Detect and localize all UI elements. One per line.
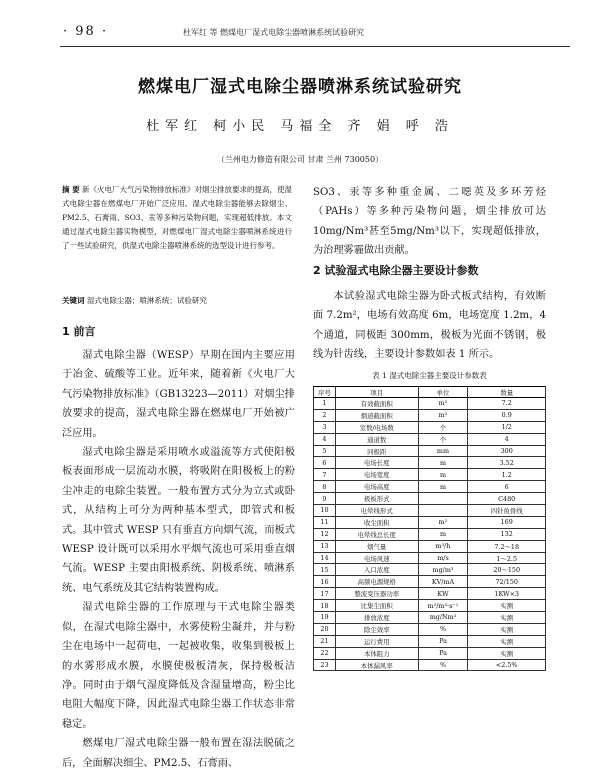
table-cell: % [418, 623, 468, 635]
table-cell: 169 [468, 516, 546, 528]
table-row [314, 469, 546, 481]
table-row [314, 505, 546, 517]
keywords [62, 294, 292, 308]
table-cell: 21 [314, 635, 336, 647]
table-cell: 同极距 [335, 445, 418, 457]
keywords-label: 关键词 [62, 296, 85, 305]
table-cell: 1～2.5 [468, 552, 546, 564]
table-cell: 实测 [468, 600, 546, 612]
table-cell: 烟道截面积 [335, 409, 418, 421]
table-cell: 本体阻力 [335, 647, 418, 659]
table-cell: 排放浓度 [335, 612, 418, 624]
table-cell: C480 [468, 493, 546, 505]
table-cell: 个 [418, 433, 468, 445]
table-cell: 1/2 [468, 421, 546, 433]
table-cell: 实测 [468, 612, 546, 624]
table-cell: 20～150 [468, 564, 546, 576]
table-cell: m² [418, 409, 468, 421]
table-cell: 2 [314, 409, 336, 421]
table-cell: 通道数 [335, 433, 418, 445]
table-row [314, 528, 546, 540]
table-cell [418, 493, 468, 505]
table-cell: m [418, 469, 468, 481]
table-row [314, 552, 546, 564]
table-cell: 收尘面积 [335, 516, 418, 528]
table-row [314, 540, 546, 552]
table-cell: Pa [418, 647, 468, 659]
table-cell: 烟气量 [335, 540, 418, 552]
table-row [314, 576, 546, 588]
table-cell: 11 [314, 516, 336, 528]
table-cell: 整流变压器功率 [335, 588, 418, 600]
table-cell [418, 505, 468, 517]
table-row [314, 564, 546, 576]
table-cell: 3.52 [468, 457, 546, 469]
table-cell: m [418, 528, 468, 540]
table-cell: 极板形式 [335, 493, 418, 505]
table-cell: m [418, 481, 468, 493]
table-cell: 4 [468, 433, 546, 445]
table-row [314, 398, 546, 410]
table-cell: 实测 [468, 647, 546, 659]
affiliation: （兰州电力修造有限公司 甘肃 兰州 730050） [216, 155, 384, 164]
table-cell: 运行费用 [335, 635, 418, 647]
abstract-label: 摘 要 [62, 185, 80, 194]
table-body [314, 398, 546, 671]
table-cell: 3 [314, 421, 336, 433]
table-cell: 个 [418, 421, 468, 433]
table-cell: m²/m³·s⁻¹ [418, 600, 468, 612]
table-cell: 23 [314, 659, 336, 671]
table-cell: 15 [314, 564, 336, 576]
table-row [314, 516, 546, 528]
table-cell: KV/mA [418, 576, 468, 588]
page-number: · 98 · [63, 24, 109, 39]
abstract [62, 183, 292, 253]
table-cell: 5 [314, 445, 336, 457]
table-cell: 实测 [468, 623, 546, 635]
paragraph: 本试验湿式电除尘器为卧式板式结构，有效断面 7.2m²，电场有效高度 6m，电场宽度 1.2m，4 个通道，同极距 300mm，极板为光面不锈钢，极线为针齿线，主要设计参数如表 1 所示。 [313, 291, 546, 361]
table-cell: 17 [314, 588, 336, 600]
table-cell: 300 [468, 445, 546, 457]
column-header: 数量 [468, 387, 546, 398]
keywords-text: 湿式电除尘器；喷淋系统；试验研究 [86, 296, 207, 305]
paragraph: 湿式电除尘器是采用喷水或溢流等方式使阳极板表面形成一层流动水膜，将吸附在阳极板上的粉尘冲走的电除尘装置。一般布置方式分为立式或卧式，从结构上可分为两种基本型式，即管式和板式。其中管式 WESP 只有垂直方向烟气流，而板式 WESP 设计既可以采用水平烟气流也可采用垂直烟气流。WESP 主要由阳极系统、阴极系统、喷淋系统、电气系统及其它结构装置构成。 [62, 447, 295, 594]
column-header: 项目 [335, 387, 418, 398]
table-row [314, 421, 546, 433]
table-cell: 14 [314, 552, 336, 564]
table-cell: 电场宽度 [335, 469, 418, 481]
paragraph: 湿式电除尘器的工作原理与干式电除尘器类似，在湿式电除尘器中，水雾使粉尘凝并，并与粉尘在电场中一起荷电，一起被收集，收集到极板上的水雾形成水膜，水膜使极板清灰，保持极板洁净。同时由于烟气湿度降低及含湿量增高，粉尘比电阻大幅度下降，因此湿式电除尘器工作状态非常稳定。 [62, 602, 295, 730]
table-cell: 22 [314, 647, 336, 659]
table-cell: 1.2 [468, 469, 546, 481]
table-cell: 电场风速 [335, 552, 418, 564]
table-cell: m/s [418, 552, 468, 564]
table-cell: <2.5% [468, 659, 546, 671]
paper-title: 燃煤电厂湿式电除尘器喷淋系统试验研究 [138, 77, 462, 97]
column-header: 单位 [418, 387, 468, 398]
header-rule [60, 46, 570, 47]
table-row [314, 493, 546, 505]
table-cell: 13 [314, 540, 336, 552]
table-cell: 电晕线形式 [335, 505, 418, 517]
table-cell: 10 [314, 505, 336, 517]
table-cell: 电场长度 [335, 457, 418, 469]
table-cell: 实测 [468, 635, 546, 647]
table-cell: 有效截面积 [335, 398, 418, 410]
table-cell: 7.2～18 [468, 540, 546, 552]
table-cell: m [418, 457, 468, 469]
table-cell: 6 [468, 481, 546, 493]
table-row [314, 659, 546, 671]
section-heading-introduction: 1 前言 [62, 325, 96, 338]
abstract-text: 新《火电厂大气污染物排放标准》对烟尘排放要求的提高，使湿式电除尘器在燃煤电厂开始广泛应用。湿式电除尘器能够去除烟尘、PM2.5、石膏雨、SO3、汞等多种污染物问题，实现超低排放。本文通过湿式电除尘器实物模型，对燃煤电厂湿式电除尘器喷淋系统进行了一些试验研究，供湿式电除尘器喷淋系统的选型设计进行参考。 [62, 185, 293, 250]
table-cell: 16 [314, 576, 336, 588]
table-header-row [314, 387, 546, 398]
table-cell: 8 [314, 481, 336, 493]
right-column-continued-text: SO3、汞等多种重金属、二噁英及多环芳烃（PAHs）等多种污染物问题，烟尘排放可达10mg/Nm³甚至5mg/Nm³以下，实现超低排放，为治理雾霾做出贡献。 [313, 187, 546, 257]
table-row [314, 635, 546, 647]
table-row [314, 623, 546, 635]
table-row [314, 457, 546, 469]
table-cell: 本体漏风率 [335, 659, 418, 671]
table-row [314, 481, 546, 493]
table-cell: 室数/电场数 [335, 421, 418, 433]
left-column-body [62, 346, 295, 773]
table-row [314, 433, 546, 445]
table-cell: mm [418, 445, 468, 457]
table-row [314, 612, 546, 624]
table-cell: KW [418, 588, 468, 600]
paragraph: 燃煤电厂湿式电除尘器一般布置在湿法脱硫之后，全面解决细尘、PM2.5、石膏雨、 [62, 738, 295, 769]
paragraph: 湿式电除尘器（WESP）早期在国内主要应用于冶金、硫酸等工业。近年来，随着新《火电厂大气污染物排放标准》（GB13223—2011）对烟尘排放要求的提高，湿式电除尘器在燃煤电厂开始被广泛应用。 [62, 350, 295, 439]
design-parameter-table [313, 386, 546, 671]
table-cell: m² [418, 516, 468, 528]
section-heading-design-parameters: 2 试验湿式电除尘器主要设计参数 [313, 264, 479, 277]
table-cell: 20 [314, 623, 336, 635]
table-cell: 电场高度 [335, 481, 418, 493]
table-cell: m³/h [418, 540, 468, 552]
table-cell: 比集尘面积 [335, 600, 418, 612]
table-row [314, 647, 546, 659]
table-cell: 6 [314, 457, 336, 469]
table-cell: 除尘效率 [335, 623, 418, 635]
table-cell: 4 [314, 433, 336, 445]
table-cell: % [418, 659, 468, 671]
table-cell: 入口浓度 [335, 564, 418, 576]
running-title: 杜军红 等 燃煤电厂湿式电除尘器喷淋系统试验研究 [183, 28, 365, 37]
table-cell: 12 [314, 528, 336, 540]
table-cell: 7.2 [468, 398, 546, 410]
table-cell: 0.9 [468, 409, 546, 421]
column-header: 序号 [314, 387, 336, 398]
table-cell: 电晕线总长度 [335, 528, 418, 540]
table-cell: 18 [314, 600, 336, 612]
table-cell: mg/m³ [418, 564, 468, 576]
table-row [314, 445, 546, 457]
table-caption: 表 1 湿式电除尘器主要设计参数表 [372, 371, 487, 380]
table-cell: 1 [314, 398, 336, 410]
table-cell: m² [418, 398, 468, 410]
table-cell: Pa [418, 635, 468, 647]
table-row [314, 409, 546, 421]
table-cell: 1KW×3 [468, 588, 546, 600]
table-cell: 7 [314, 469, 336, 481]
table-row [314, 600, 546, 612]
table-cell: 72/150 [468, 576, 546, 588]
table-cell: 四针鱼骨线 [468, 505, 546, 517]
table-row [314, 588, 546, 600]
table-cell: mg/Nm³ [418, 612, 468, 624]
table-cell: 132 [468, 528, 546, 540]
table-cell: 9 [314, 493, 336, 505]
table-cell: 高频电源规格 [335, 576, 418, 588]
table-cell: 19 [314, 612, 336, 624]
author-list: 杜军红 柯小民 马福全 齐 娟 呼 浩 [146, 119, 454, 134]
